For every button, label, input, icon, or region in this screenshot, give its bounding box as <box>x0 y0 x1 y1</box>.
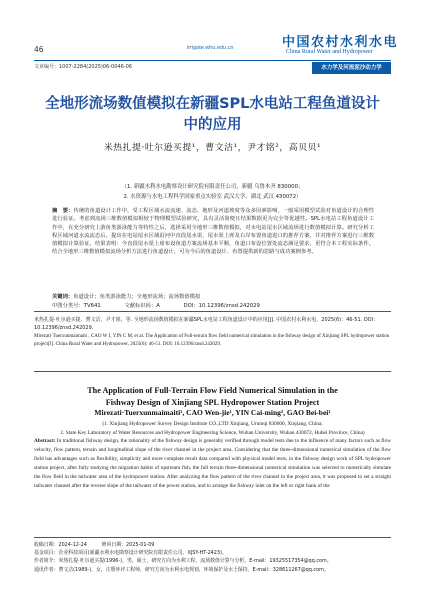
citation-en: Mirezati·Tuerxunmaimaiti , CAO W J, YIN C M, et al. The Application of Full-terrain flow field numerical simulation in the fishway design of Xinjiang SPL hydropower station project[J]. China Rural Water and Hydropower, 2025(6): 46-51. DOI: 10.12396/znsd.242029. <box>34 334 390 347</box>
divider <box>34 371 391 372</box>
classification-row <box>52 301 374 309</box>
page-number: 46 <box>34 45 44 54</box>
affiliations-en <box>40 420 385 438</box>
affiliation-en-2: 2. State Key Laboratory of Water Resources and Hydropower Engineering Science, Wuhan University, Wuhan 430072, Hubei Province, China) <box>60 430 365 437</box>
divider <box>34 311 391 312</box>
keywords-cn-label: 关键词： <box>52 294 74 300</box>
abstract-en-label: Abstract: <box>34 438 56 444</box>
affiliation-en-1: (1. Xinjiang Hydropower Survey Design Institute CO.,LTD Xinjiang, Urumqi 830000, Xinjiang, China; <box>102 421 323 427</box>
footnote-funding: 基金项目：企业科技项目(新疆水利水电勘察设计研究院有限责任公司，XJSY-HT-2423)。 <box>34 550 227 557</box>
authors-cn: 米热扎提·吐尔逊买提¹，曹文洁¹，尹才铭²，高贝贝¹ <box>103 143 322 153</box>
affiliations-cn <box>40 183 385 202</box>
abstract-cn-label: 摘 要： <box>52 208 74 214</box>
header-rule <box>34 60 391 61</box>
section-band: 水力学及河流泥沙动力学 <box>312 62 391 74</box>
journal-website: irrigate.whu.edu.cn <box>187 45 234 51</box>
abstract-cn <box>52 207 374 257</box>
paper-title-en-line-1: The Application of Full-Terrain Flow Field Numerical Simulation in the <box>87 386 338 395</box>
footnote-corresponding-author: 通讯作者：曹文洁(1989-)，女，注册环评工程师，研究方向为水利水电规划、环境保护及水土保持。E-mail：328611267@qq.com。 <box>34 566 329 573</box>
paper-title-en-line-2: Fishway Design of Xinjiang SPL Hydropower Station Project <box>105 397 320 407</box>
footer-rule <box>34 537 391 538</box>
footnote-dates: 收稿日期：2024-12-24 修回日期：2025-01-09 <box>34 542 155 548</box>
affiliation-cn-2: 2. 水资源与水电工程科学国家重点实验室 武汉大学，湖北 武汉 430072） <box>123 193 302 200</box>
clc-number: 中图分类号：TV641 <box>52 303 101 309</box>
journal-logo-cn: 中国农村水利水电 <box>282 35 399 50</box>
document-id: 文章编号：1007-2284(2025)06-0046-06 <box>34 64 132 70</box>
footnotes <box>34 541 391 574</box>
keywords-cn-text: 鱼道设计；鱼类游泳能力；全地形流场；流场数值模拟 <box>73 294 201 300</box>
authors-en: Mirezati·Tuerxunmaimaiti¹, CAO Wen-jie¹, YIN Cai-ming², GAO Bei-bei¹ <box>94 408 331 417</box>
affiliation-cn-1: （1. 新疆水利水电勘察设计研究院有限责任公司，新疆 乌鲁木齐 830000； <box>121 184 304 190</box>
abstract-cn-text: 传统的鱼道设计工作中，受工程区域水流流速、流态、地形及河道坡度等众多因素影响，一般采用模型试验对鱼道设计的合理性进行验证。考虑到流场三维数值模拟相较于物理模型试验研究，具有灵活简便且结果数据更为完全等优越性。SPL水电站工程鱼道设计工作中，在充分研究上游鱼类游泳能力等特性之后，选择采用全地形三维数值模拟，对水电站尾水区域流场进行数值模拟计算。研究分析工程区域河道水流流态后，提出在电站尾水区域沿河中直段尾水渠，尾水渠上席及右岸布置鱼道进口的推荐方案，并对推荐方案进行三维数值模拟计算验证，结果表明：今直段尾水渠上席布设鱼道方案流场基本平顺，鱼道口布设位置处流态满足要求，更符合本工程实际条件。结合全地形三维数值模拟流场分析方法进行鱼道设计，可为今后的鱼道设计、布置提供新的思路与成功案例参考。 <box>52 208 374 256</box>
abstract-en <box>34 437 391 492</box>
doi: DOI：10.12396/znsd.242029 <box>183 303 260 309</box>
document-code: 文献标识码：A <box>124 303 160 309</box>
journal-logo-en: China Rural Water and Hydropower <box>286 49 373 55</box>
paper-title-en <box>40 385 385 408</box>
abstract-en-text: In traditional fishway design, the rationality of the fishway design is generally verified through model tests due to the influence of many factors such as flow velocity, flow pattern, terrain and longitudinal slope of the river channel in the project area. Considering that the three-dimensional numerical simulation of the flow field has advantages such as flexibility, simplicity and more complete result data compared with physical model tests, in the fishway design work of SPL hydropower station project, after fully studying the migration habits of upstream fish, the full terrain three-dimensional numerical simulation was selected to numerically simulate the flow field in the tailwater area of the hydropower station. After analyzing the flow pattern of the river channel in the project area, it was proposed to set a straight tailwater channel after the reverse slope of the tailwater of the power station, and to arrange the fishway inlet on the left or right bank of the <box>34 438 391 490</box>
paper-title-cn: 全地形流场数值模拟在新疆SPL水电站工程鱼道设计中的应用 <box>45 96 380 133</box>
footnote-author-bio: 作者简介：米热扎提·吐尔逊买提(1996-)，男，硕士，研究方向为水利工程、流场数值计算与分析。E-mail：19325517354@qq.com。 <box>34 558 332 565</box>
citation-cn: 米热扎提·吐尔逊买提，曹文洁，尹才铭，等. 全地形流场数值模拟在新疆SPL水电站工程鱼道设计中的应用[J]. 中国农村水利水电，2025(6)：46-51. DOI：10.12396/znsd.242029. <box>34 317 379 331</box>
keywords-cn <box>52 292 374 300</box>
